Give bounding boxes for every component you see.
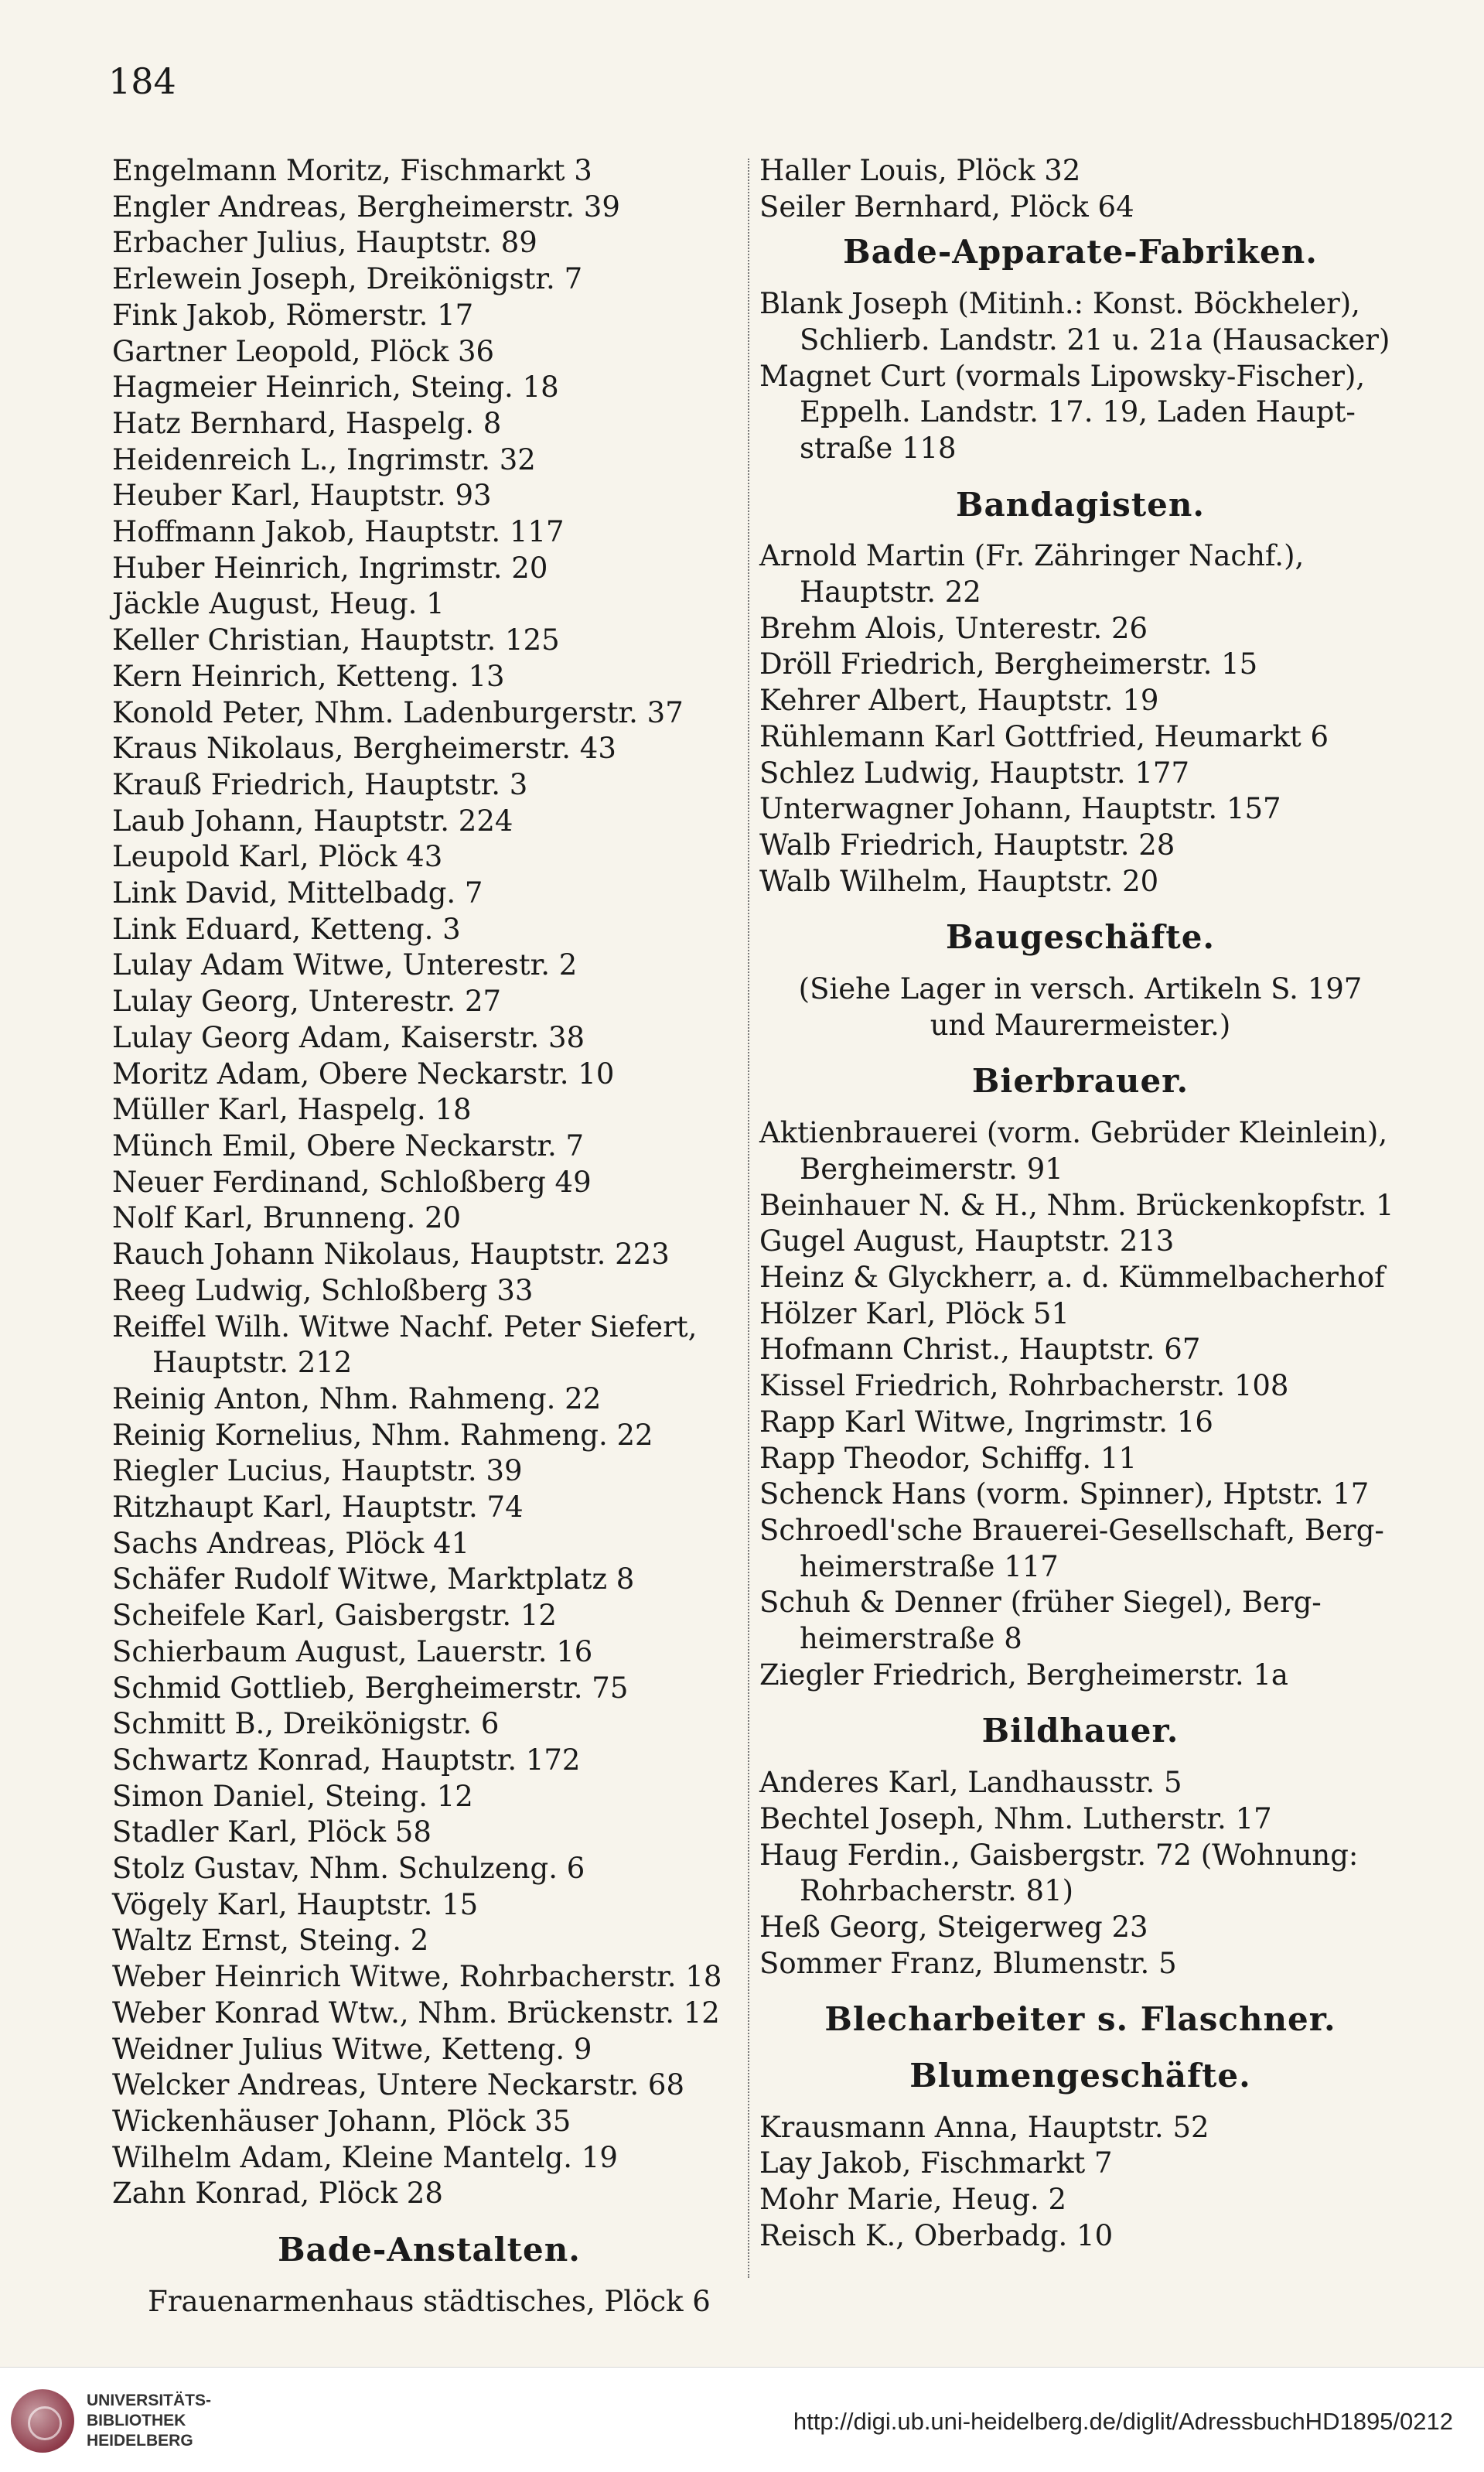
directory-entry: Heuber Karl, Hauptstr. 93 <box>112 479 492 513</box>
directory-entry: Heß Georg, Steigerweg 23 <box>759 1910 1148 1944</box>
directory-entry: Reinig Kornelius, Nhm. Rahmeng. 22 <box>112 1418 653 1452</box>
directory-entry: Fink Jakob, Römerstr. 17 <box>112 298 474 332</box>
directory-note: (Siehe Lager in versch. Artikeln S. 197 <box>798 972 1363 1006</box>
directory-entry: Reinig Anton, Nhm. Rahmeng. 22 <box>112 1381 602 1415</box>
directory-entry: Riegler Lucius, Hauptstr. 39 <box>112 1454 523 1488</box>
directory-entry: Moritz Adam, Obere Neckarstr. 10 <box>112 1057 615 1091</box>
library-name-line: UNIVERSITÄTS- <box>87 2392 212 2409</box>
directory-entry: Ritzhaupt Karl, Hauptstr. 74 <box>112 1490 524 1525</box>
library-name-line: HEIDELBERG <box>87 2432 193 2450</box>
university-seal-icon <box>11 2389 74 2453</box>
directory-entry: Simon Daniel, Steing. 12 <box>112 1779 473 1813</box>
directory-entry: Schmid Gottlieb, Bergheimerstr. 75 <box>112 1671 629 1705</box>
source-url-link[interactable]: http://digi.ub.uni-heidelberg.de/diglit/AdressbuchHD1895/0212 <box>793 2408 1453 2435</box>
page-number: 184 <box>108 60 176 102</box>
directory-note: Frauenarmenhaus städtisches, Plöck 6 <box>148 2284 711 2318</box>
directory-entry: Anderes Karl, Landhausstr. 5 <box>759 1766 1182 1800</box>
directory-entry: Lay Jakob, Fischmarkt 7 <box>759 2146 1113 2180</box>
directory-entry: Haug Ferdin., Gaisbergstr. 72 (Wohnung: <box>759 1838 1359 1872</box>
directory-entry: Aktienbrauerei (vorm. Gebrüder Kleinlein), <box>759 1116 1388 1150</box>
library-name <box>87 2391 211 2451</box>
directory-entry: Rapp Karl Witwe, Ingrimstr. 16 <box>759 1405 1213 1439</box>
directory-entry-continuation: heimerstraße 117 <box>800 1549 1059 1583</box>
directory-entry: Hagmeier Heinrich, Steing. 18 <box>112 370 559 405</box>
directory-entry: Brehm Alois, Unterestr. 26 <box>759 611 1148 645</box>
directory-entry: Ziegler Friedrich, Bergheimerstr. 1a <box>759 1658 1288 1692</box>
directory-entry: Reisch K., Oberbadg. 10 <box>759 2218 1114 2252</box>
directory-entry: Unterwagner Johann, Hauptstr. 157 <box>759 792 1281 826</box>
column-divider <box>748 159 749 2278</box>
directory-entry-continuation: Eppelh. Landstr. 17. 19, Laden Haupt- <box>800 395 1356 429</box>
directory-entry: Schuh & Denner (früher Siegel), Berg- <box>759 1586 1322 1620</box>
directory-entry: Sachs Andreas, Plöck 41 <box>112 1526 470 1560</box>
directory-entry: Bechtel Joseph, Nhm. Lutherstr. 17 <box>759 1801 1272 1835</box>
directory-entry: Gugel August, Hauptstr. 213 <box>759 1224 1175 1258</box>
directory-entry: Walb Wilhelm, Hauptstr. 20 <box>759 864 1159 898</box>
section-heading: Bildhauer. <box>981 1712 1179 1750</box>
directory-entry: Stadler Karl, Plöck 58 <box>112 1815 432 1849</box>
directory-entry: Blank Joseph (Mitinh.: Konst. Böckheler), <box>759 287 1360 321</box>
directory-entry: Link Eduard, Ketteng. 3 <box>112 912 461 946</box>
directory-entry: Rauch Johann Nikolaus, Hauptstr. 223 <box>112 1238 670 1272</box>
directory-entry: Erlewein Joseph, Dreikönigstr. 7 <box>112 262 583 296</box>
directory-entry: Zahn Konrad, Plöck 28 <box>112 2177 443 2211</box>
directory-entry: Keller Christian, Hauptstr. 125 <box>112 623 560 657</box>
directory-entry: Neuer Ferdinand, Schloßberg 49 <box>112 1165 592 1199</box>
directory-entry: Rapp Theodor, Schiffg. 11 <box>759 1441 1137 1475</box>
directory-entry: Kehrer Albert, Hauptstr. 19 <box>759 684 1159 718</box>
directory-entry: Schenck Hans (vorm. Spinner), Hptstr. 17 <box>759 1477 1370 1511</box>
directory-entry: Vögely Karl, Hauptstr. 15 <box>112 1887 479 1921</box>
directory-entry: Reeg Ludwig, Schloßberg 33 <box>112 1273 534 1307</box>
directory-entry: Lulay Georg, Unterestr. 27 <box>112 985 502 1019</box>
directory-entry: Beinhauer N. & H., Nhm. Brückenkopfstr. 1 <box>759 1188 1394 1222</box>
library-name-line: BIBLIOTHEK <box>87 2412 186 2429</box>
section-heading: Blecharbeiter s. Flaschner. <box>824 2000 1336 2039</box>
directory-entry: Hoffmann Jakob, Hauptstr. 117 <box>112 515 565 549</box>
directory-entry: Weidner Julius Witwe, Ketteng. 9 <box>112 2032 592 2066</box>
directory-entry: Weber Heinrich Witwe, Rohrbacherstr. 18 <box>112 1960 722 1994</box>
directory-entry: Scheifele Karl, Gaisbergstr. 12 <box>112 1599 557 1633</box>
directory-entry: Reiffel Wilh. Witwe Nachf. Peter Siefert, <box>112 1309 698 1344</box>
directory-entry-continuation: Bergheimerstr. 91 <box>800 1152 1063 1186</box>
directory-entry: Engelmann Moritz, Fischmarkt 3 <box>112 154 592 187</box>
section-heading: Blumengeschäfte. <box>909 2057 1251 2095</box>
directory-entry: Krausmann Anna, Hauptstr. 52 <box>759 2110 1209 2144</box>
directory-entry: Magnet Curt (vormals Lipowsky-Fischer), <box>759 359 1366 393</box>
directory-entry: Welcker Andreas, Untere Neckarstr. 68 <box>112 2068 684 2102</box>
directory-entry: Lulay Georg Adam, Kaiserstr. 38 <box>112 1020 585 1054</box>
section-heading: Bandagisten. <box>955 485 1206 524</box>
directory-entry: Heinz & Glyckherr, a. d. Kümmelbacherhof <box>759 1260 1385 1294</box>
directory-entry: Dröll Friedrich, Bergheimerstr. 15 <box>759 647 1258 681</box>
section-heading: Bade-Anstalten. <box>278 2231 581 2269</box>
directory-entry: Heidenreich L., Ingrimstr. 32 <box>112 442 536 476</box>
directory-entry: Huber Heinrich, Ingrimstr. 20 <box>112 551 548 585</box>
directory-entry-continuation: heimerstraße 8 <box>800 1622 1022 1656</box>
directory-entry: Kern Heinrich, Ketteng. 13 <box>112 659 505 693</box>
library-logo[interactable] <box>11 2389 211 2453</box>
directory-entry: Mohr Marie, Heug. 2 <box>759 2183 1067 2217</box>
directory-entry: Link David, Mittelbadg. 7 <box>112 876 483 910</box>
section-heading: Baugeschäfte. <box>945 918 1216 957</box>
directory-entry: Laub Johann, Hauptstr. 224 <box>112 804 513 838</box>
directory-entry: Schäfer Rudolf Witwe, Marktplatz 8 <box>112 1562 635 1596</box>
directory-entry: Rühlemann Karl Gottfried, Heumarkt 6 <box>759 719 1329 753</box>
directory-entry-continuation: straße 118 <box>800 431 957 465</box>
directory-entry: Sommer Franz, Blumenstr. 5 <box>759 1946 1177 1980</box>
footer <box>0 2367 1484 2472</box>
directory-entry: Müller Karl, Haspelg. 18 <box>112 1093 472 1127</box>
directory-entry: Wilhelm Adam, Kleine Mantelg. 19 <box>112 2140 618 2174</box>
directory-entry: Wickenhäuser Johann, Plöck 35 <box>112 2104 571 2138</box>
directory-entry: Schmitt B., Dreikönigstr. 6 <box>112 1707 500 1741</box>
directory-entry-continuation: Hauptstr. 212 <box>152 1346 353 1380</box>
directory-entry: Kraus Nikolaus, Bergheimerstr. 43 <box>112 732 616 766</box>
directory-entry: Leupold Karl, Plöck 43 <box>112 840 443 874</box>
directory-entry: Schlez Ludwig, Hauptstr. 177 <box>759 756 1190 790</box>
directory-entry: Nolf Karl, Brunneng. 20 <box>112 1201 462 1235</box>
directory-entry: Hofmann Christ., Hauptstr. 67 <box>759 1333 1201 1367</box>
section-heading: Bade-Apparate-Fabriken. <box>843 233 1318 271</box>
directory-entry: Weber Konrad Wtw., Nhm. Brückenstr. 12 <box>112 1996 720 2030</box>
directory-entry: Hatz Bernhard, Haspelg. 8 <box>112 406 502 440</box>
directory-entry: Engler Andreas, Bergheimerstr. 39 <box>112 189 620 224</box>
directory-entry: Schwartz Konrad, Hauptstr. 172 <box>112 1743 581 1777</box>
directory-entry: Kissel Friedrich, Rohrbacherstr. 108 <box>759 1369 1289 1403</box>
directory-entry: Waltz Ernst, Steing. 2 <box>112 1924 429 1958</box>
directory-entry: Jäckle August, Heug. 1 <box>112 587 445 621</box>
directory-note: und Maurermeister.) <box>930 1008 1231 1042</box>
section-heading: Bierbrauer. <box>971 1062 1189 1101</box>
directory-entry: Haller Louis, Plöck 32 <box>759 154 1081 187</box>
directory-entry: Gartner Leopold, Plöck 36 <box>112 334 495 368</box>
directory-entry: Seiler Bernhard, Plöck 64 <box>759 189 1134 224</box>
directory-entry-continuation: Schlierb. Landstr. 21 u. 21a (Hausacker) <box>800 323 1390 357</box>
directory-entry: Stolz Gustav, Nhm. Schulzeng. 6 <box>112 1852 585 1886</box>
directory-entry: Hölzer Karl, Plöck 51 <box>759 1296 1070 1330</box>
directory-entry-continuation: Rohrbacherstr. 81) <box>800 1874 1074 1908</box>
directory-entry: Walb Friedrich, Hauptstr. 28 <box>759 828 1175 862</box>
directory-entry: Lulay Adam Witwe, Unterestr. 2 <box>112 948 578 982</box>
right-column <box>759 153 1401 2255</box>
directory-entry: Erbacher Julius, Hauptstr. 89 <box>112 226 537 260</box>
directory-entry: Konold Peter, Nhm. Ladenburgerstr. 37 <box>112 695 684 729</box>
directory-entry: Schierbaum August, Lauerstr. 16 <box>112 1634 593 1668</box>
directory-entry: Krauß Friedrich, Hauptstr. 3 <box>112 767 528 801</box>
directory-entry: Münch Emil, Obere Neckarstr. 7 <box>112 1128 585 1163</box>
directory-entry: Schroedl'sche Brauerei-Gesellschaft, Berg- <box>759 1513 1384 1547</box>
directory-entry-continuation: Hauptstr. 22 <box>800 575 981 609</box>
directory-entry: Arnold Martin (Fr. Zähringer Nachf.), <box>759 539 1305 573</box>
left-column <box>112 153 746 2320</box>
